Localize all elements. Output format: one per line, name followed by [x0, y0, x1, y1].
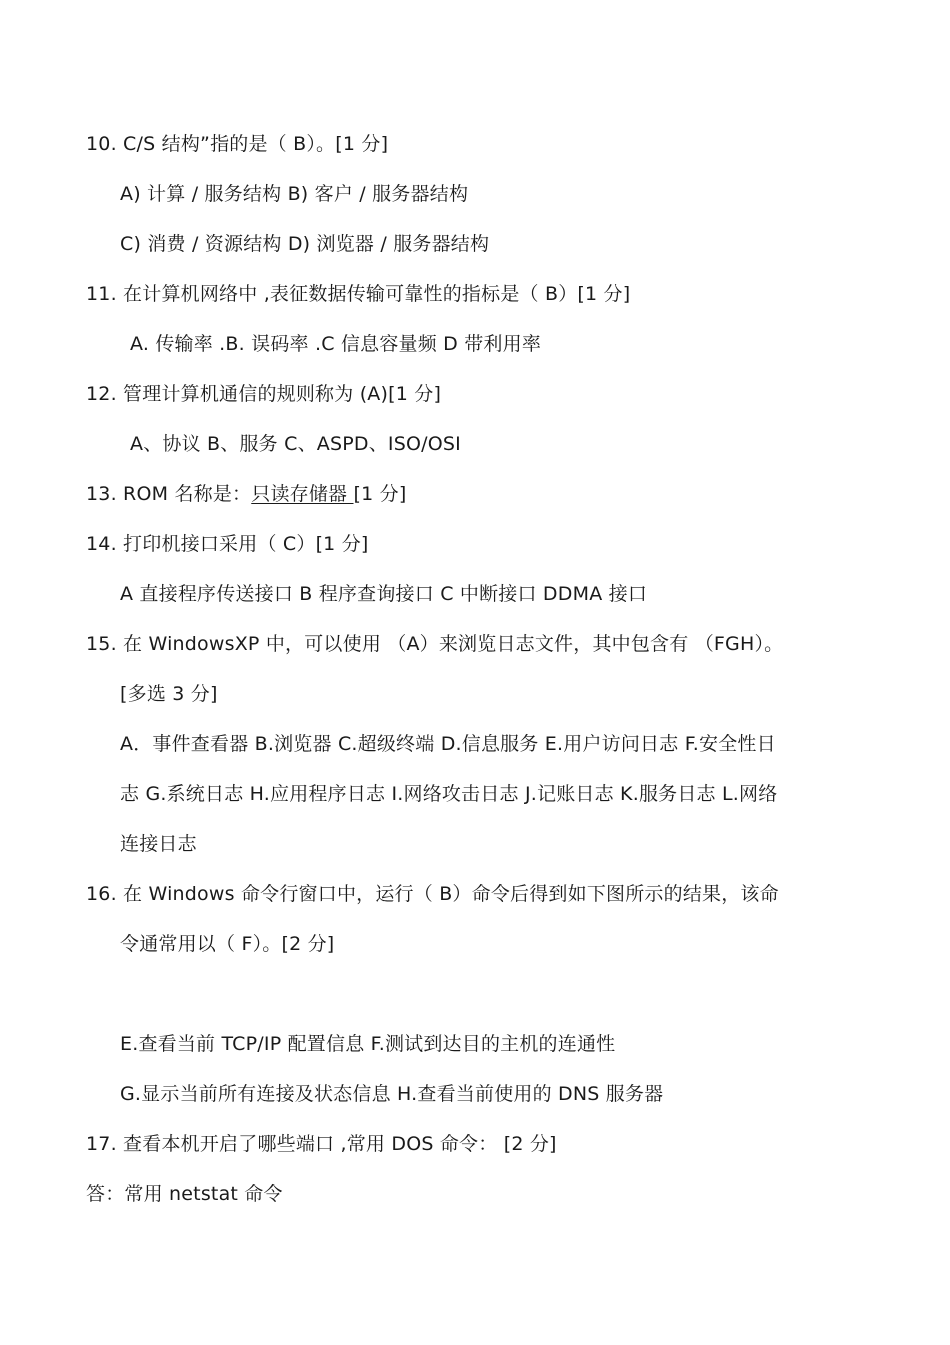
question-14-stem: 14. 打印机接口采用（ C）[1 分]: [86, 533, 369, 555]
question-11-stem: 11. 在计算机网络中 ,表征数据传输可靠性的指标是（ B）[1 分]: [86, 283, 631, 305]
question-15-score: [多选 3 分]: [120, 683, 218, 705]
question-13-answer: 只读存储器: [251, 483, 354, 505]
question-16-options-gh: G.显示当前所有连接及状态信息 H.查看当前使用的 DNS 服务器: [120, 1083, 664, 1105]
question-10-stem: 10. C/S 结构”指的是（ B）。[1 分]: [86, 133, 389, 155]
question-14-options: A 直接程序传送接口 B 程序查询接口 C 中断接口 DDMA 接口: [120, 583, 648, 605]
question-15-options-line1: A．事件查看器 B.浏览器 C.超级终端 D.信息服务 E.用户访问日志 F.安全性日: [120, 733, 776, 755]
question-16-stem: 16. 在 Windows 命令行窗口中，运行（ B）命令后得到如下图所示的结果，该命: [86, 883, 779, 905]
question-15-options-line2: 志 G.系统日志 H.应用程序日志 I.网络攻击日志 J.记账日志 K.服务日志 L.网络: [120, 783, 778, 805]
question-10-options-ab: A) 计算 / 服务结构 B) 客户 / 服务器结构: [120, 183, 469, 205]
question-13-stem: [86, 481, 406, 507]
question-15-stem: 15. 在 WindowsXP 中，可以使用 （A）来浏览日志文件，其中包含有 （FGH）。: [86, 633, 784, 655]
question-15-options-line3: 连接日志: [120, 833, 197, 855]
question-17-stem: 17. 查看本机开启了哪些端口 ,常用 DOS 命令： [2 分]: [86, 1133, 557, 1155]
question-17-answer: 答：常用 netstat 命令: [86, 1183, 283, 1205]
question-16-stem-continued: 令通常用以（ F）。[2 分]: [120, 933, 335, 955]
question-12-stem: 12. 管理计算机通信的规则称为 (A)[1 分]: [86, 383, 442, 405]
question-16-options-ef: E.查看当前 TCP/IP 配置信息 F.测试到达目的主机的连通性: [120, 1033, 616, 1055]
question-10-options-cd: C) 消费 / 资源结构 D) 浏览器 / 服务器结构: [120, 233, 490, 255]
question-13-suffix: [1 分]: [353, 483, 407, 505]
question-11-options: A. 传输率 .B. 误码率 .C 信息容量频 D 带利用率: [130, 333, 542, 355]
question-13-prefix: 13. ROM 名称是：: [86, 483, 252, 505]
question-12-options: A、协议 B、服务 C、ASPD、ISO/OSI: [130, 433, 461, 455]
